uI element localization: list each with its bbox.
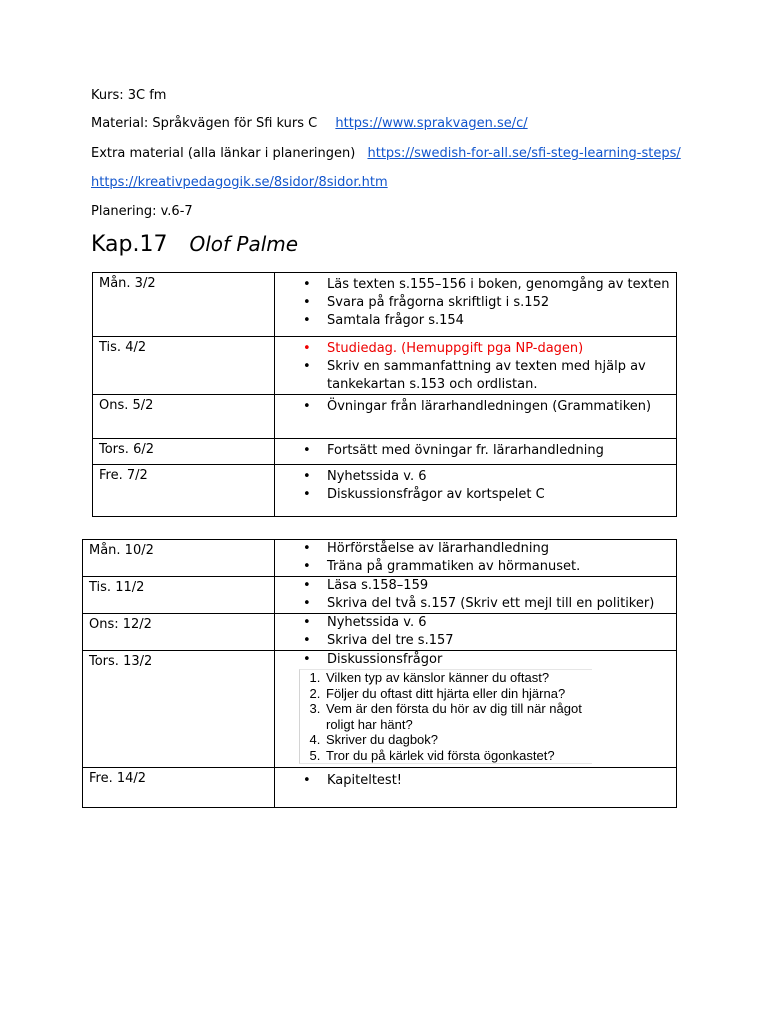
- kreativpedagogik-link[interactable]: https://kreativpedagogik.se/8sidor/8sidor.htm: [91, 175, 388, 190]
- task-item: • Fortsätt med övningar fr. lärarhandledning: [327, 442, 676, 460]
- day-cell: Mån. 3/2: [93, 273, 275, 337]
- task-item: • Övningar från lärarhandledningen (Grammatiken): [327, 398, 676, 416]
- day-cell: Tis. 4/2: [93, 337, 275, 395]
- tasks-cell: [275, 540, 677, 577]
- task-list: [275, 468, 676, 504]
- course-line: Kurs: 3C fm: [91, 88, 167, 103]
- task-item: • Läs texten s.155–156 i boken, genomgång av texten: [327, 276, 676, 294]
- table-row: [93, 465, 677, 517]
- task-item: • Diskussionsfrågor av kortspelet C: [327, 486, 676, 504]
- task-list: [275, 398, 676, 416]
- day-cell: Fre. 7/2: [93, 465, 275, 517]
- table-row: [83, 577, 677, 614]
- task-item: • Skriva del två s.157 (Skriv ett mejl till en politiker): [327, 595, 676, 613]
- discussion-question: 5. Tror du på kärlek vid första ögonkastet?: [324, 748, 592, 764]
- week-6-table-body: [93, 273, 677, 517]
- tasks-cell: [275, 273, 677, 337]
- discussion-question: 1. Vilken typ av känslor känner du oftast?: [324, 670, 592, 686]
- table-row: [83, 768, 677, 808]
- week-7-table: [82, 539, 677, 808]
- chapter-title: Olof Palme: [189, 232, 299, 256]
- table-row: [93, 395, 677, 439]
- day-cell: Ons. 5/2: [93, 395, 275, 439]
- task-item: • Svara på frågorna skriftligt i s.152: [327, 294, 676, 312]
- task-item: • Studiedag. (Hemuppgift pga NP-dagen): [327, 340, 676, 358]
- planning-line: Planering: v.6-7: [91, 204, 193, 219]
- task-item: • Nyhetssida v. 6: [327, 468, 676, 486]
- tasks-cell: [275, 465, 677, 517]
- task-item: • Läsa s.158–159: [327, 577, 676, 595]
- task-item: • Träna på grammatiken av hörmanuset.: [327, 558, 676, 576]
- week-6-table: [92, 272, 677, 517]
- task-list: [275, 614, 676, 650]
- material-label: Material: Språkvägen för Sfi kurs C: [91, 116, 318, 131]
- task-item: • Diskussionsfrågor: [327, 651, 676, 669]
- task-item: • Skriva del tre s.157: [327, 632, 676, 650]
- tasks-cell: [275, 395, 677, 439]
- discussion-questions-list: [299, 669, 592, 764]
- chapter-number: Kap.17: [91, 232, 168, 257]
- table-row: [83, 651, 677, 768]
- task-list: [275, 772, 676, 790]
- day-cell: Ons: 12/2: [83, 614, 275, 651]
- day-cell: Tors. 13/2: [83, 651, 275, 768]
- table-row: [93, 439, 677, 465]
- discussion-question: 2. Följer du oftast ditt hjärta eller din hjärna?: [324, 686, 592, 702]
- table-row: [93, 273, 677, 337]
- tasks-cell: [275, 651, 677, 768]
- tasks-cell: [275, 614, 677, 651]
- task-list: [275, 651, 676, 669]
- chapter-heading: [91, 232, 298, 257]
- day-cell: Tors. 6/2: [93, 439, 275, 465]
- tasks-cell: [275, 577, 677, 614]
- week-7-table-body: [83, 540, 677, 808]
- task-item: • Kapiteltest!: [327, 772, 676, 790]
- task-list: [275, 442, 676, 460]
- table-row: [83, 540, 677, 577]
- table-row: [93, 337, 677, 395]
- day-cell: Fre. 14/2: [83, 768, 275, 808]
- tasks-cell: [275, 439, 677, 465]
- day-cell: Tis. 11/2: [83, 577, 275, 614]
- discussion-question: 4. Skriver du dagbok?: [324, 732, 592, 748]
- extra-material-link[interactable]: https://swedish-for-all.se/sfi-steg-learning-steps/: [367, 146, 681, 161]
- task-list: [275, 276, 676, 330]
- extra-material-label: Extra material (alla länkar i planeringen): [91, 146, 356, 161]
- tasks-cell: [275, 768, 677, 808]
- task-list: [275, 340, 676, 394]
- day-cell: Mån. 10/2: [83, 540, 275, 577]
- tasks-cell: [275, 337, 677, 395]
- material-link[interactable]: https://www.sprakvagen.se/c/: [335, 116, 528, 131]
- table-row: [83, 614, 677, 651]
- task-list: [275, 540, 676, 576]
- extra-link-line: [91, 175, 388, 190]
- task-item: • Skriv en sammanfattning av texten med hjälp av tankekartan s.153 och ordlistan.: [327, 358, 676, 394]
- material-line: [91, 116, 528, 131]
- task-item: • Hörförståelse av lärarhandledning: [327, 540, 676, 558]
- extra-material-line: [91, 146, 681, 161]
- task-item: • Samtala frågor s.154: [327, 312, 676, 330]
- task-item: • Nyhetssida v. 6: [327, 614, 676, 632]
- task-list: [275, 577, 676, 613]
- discussion-question: 3. Vem är den första du hör av dig till när något roligt har hänt?: [324, 701, 592, 732]
